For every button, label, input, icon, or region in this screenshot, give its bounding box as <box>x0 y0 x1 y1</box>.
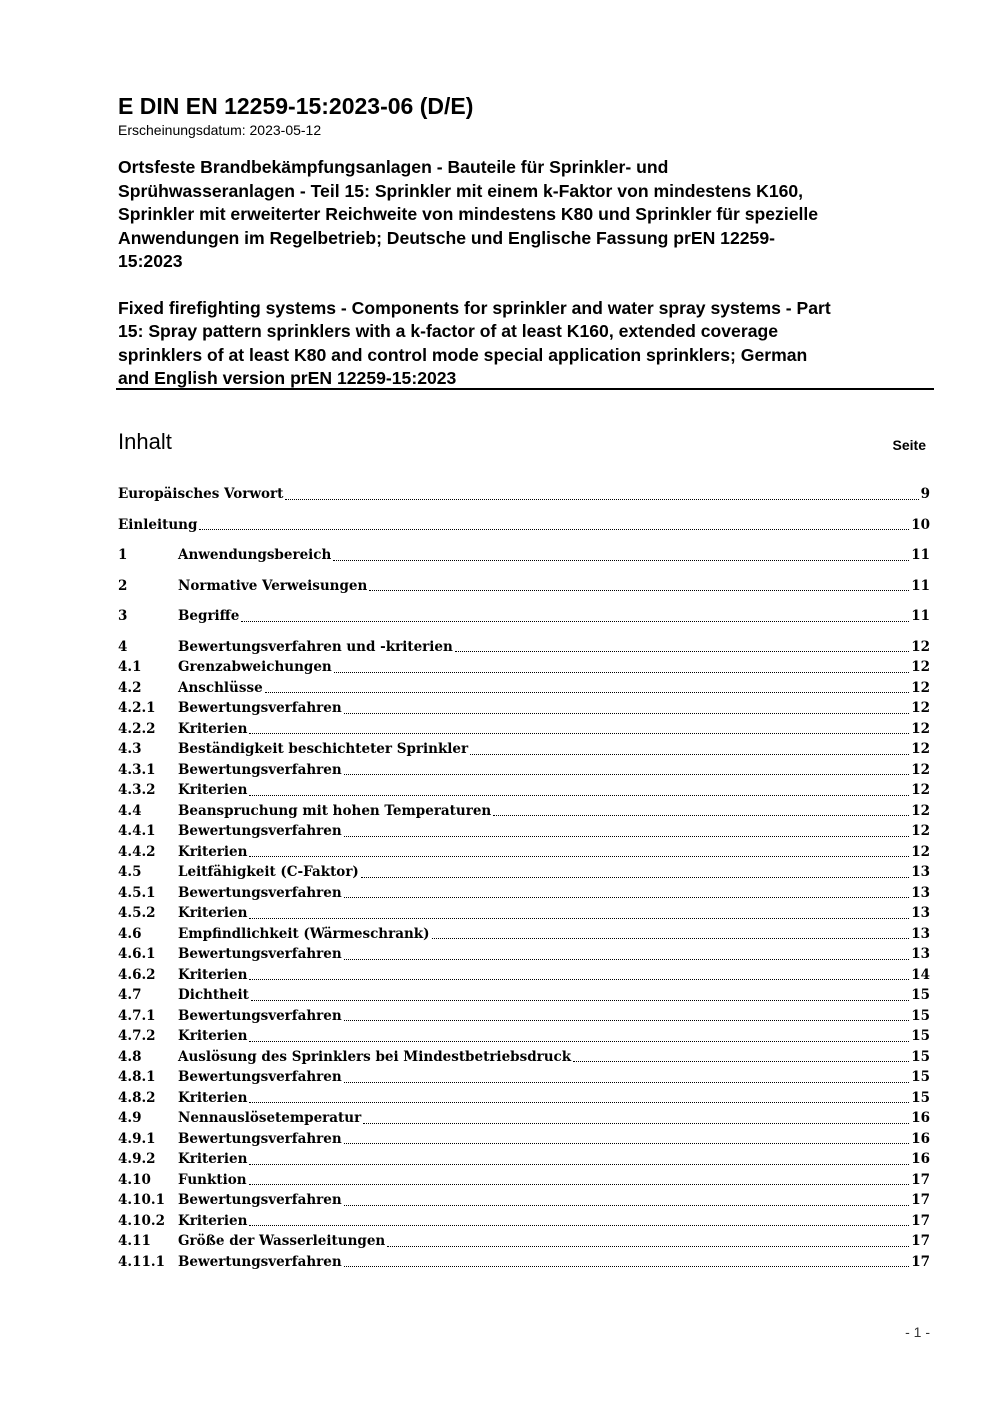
toc-dot-leader <box>344 1204 910 1206</box>
toc-entry[interactable] <box>118 678 930 699</box>
toc-entry-page: 11 <box>911 577 930 594</box>
toc-entry-number: 4.8.2 <box>118 1089 156 1106</box>
toc-entry[interactable] <box>118 1108 930 1129</box>
toc-entry[interactable] <box>118 657 930 678</box>
toc-entry[interactable] <box>118 924 930 945</box>
toc-entry[interactable] <box>118 903 930 924</box>
toc-entry-title: Kriterien <box>178 1151 248 1167</box>
toc-entry-page: 12 <box>911 720 930 737</box>
toc-entry-number: 4.9 <box>118 1110 142 1126</box>
toc-entry-title: Beanspruchung mit hohen Temperaturen <box>178 802 492 819</box>
toc-dot-leader <box>249 1163 909 1165</box>
toc-dot-leader <box>344 1081 910 1083</box>
toc-entry[interactable] <box>118 1149 930 1170</box>
toc-entry-number: 4.8.1 <box>118 1069 156 1085</box>
toc-entry-number: 4.4.2 <box>118 843 156 860</box>
toc-entry-page: 12 <box>911 761 930 778</box>
toc-entry-page: 15 <box>911 1007 930 1024</box>
toc-entry[interactable] <box>118 739 930 760</box>
toc-entry-page: 16 <box>911 1151 930 1167</box>
toc-dot-leader <box>344 773 910 775</box>
toc-entry-title: Dichtheit <box>178 987 249 1003</box>
toc-dot-leader <box>369 589 909 591</box>
toc-dot-leader <box>344 835 910 837</box>
toc-entry-page: 11 <box>911 608 930 624</box>
toc-entry-page: 12 <box>911 679 930 696</box>
toc-entry-title: Bewertungsverfahren <box>178 700 342 716</box>
toc-dot-leader <box>249 1224 909 1226</box>
toc-entry[interactable] <box>118 1170 930 1191</box>
toc-entry-title: Kriterien <box>178 720 248 737</box>
toc-dot-leader <box>344 958 910 960</box>
toc-entry-title: Kriterien <box>178 905 248 921</box>
toc-entry-title: Empfindlichkeit (Wärmeschrank) <box>178 925 430 942</box>
toc-entry-number: 4.5.1 <box>118 884 156 901</box>
toc-entry-page: 15 <box>911 1089 930 1106</box>
toc-dot-leader <box>251 999 909 1001</box>
toc-entry-page: 15 <box>911 1048 930 1065</box>
toc-entry-title: Bewertungsverfahren <box>178 1192 342 1208</box>
document-header <box>118 92 934 391</box>
toc-entry-title: Beständigkeit beschichteter Sprinkler <box>178 741 469 757</box>
toc-entry-number: 4.2 <box>118 679 142 696</box>
toc-entry[interactable] <box>118 1088 930 1109</box>
toc-entry-number: 4.2.1 <box>118 700 156 716</box>
document-id: E DIN EN 12259-15:2023-06 (D/E) <box>118 93 474 119</box>
toc-entry-number: 4.3.1 <box>118 761 156 778</box>
toc-dot-leader <box>344 712 910 714</box>
toc-entry-number: 4.6.2 <box>118 966 156 983</box>
toc-entry[interactable] <box>118 965 930 986</box>
toc-entry-number: 4.5 <box>118 864 142 880</box>
toc-entry[interactable] <box>118 545 930 566</box>
toc-entry-number: 4.7.2 <box>118 1028 156 1044</box>
page-number: - 1 - <box>905 1324 930 1340</box>
toc-title: Inhalt <box>118 429 172 454</box>
toc-entry-page: 10 <box>911 516 930 533</box>
toc-entry[interactable] <box>118 883 930 904</box>
header-divider <box>116 388 934 390</box>
toc-dot-leader <box>387 1245 909 1247</box>
toc-entry-title: Bewertungsverfahren <box>178 884 342 901</box>
toc-entry-title: Bewertungsverfahren <box>178 1069 342 1085</box>
toc-entry-title: Bewertungsverfahren <box>178 761 342 778</box>
toc-entry-number: 4.11 <box>118 1233 151 1249</box>
toc-entry[interactable] <box>118 1231 930 1252</box>
toc-dot-leader <box>344 896 910 898</box>
toc-entry[interactable] <box>118 801 930 822</box>
toc-dot-leader <box>265 691 910 693</box>
toc-entry-page: 13 <box>911 925 930 942</box>
toc-entry-title: Europäisches Vorwort <box>118 486 284 502</box>
toc-entry-page: 13 <box>911 864 930 880</box>
toc-entry-page: 12 <box>911 741 930 757</box>
toc-entry[interactable] <box>118 606 930 627</box>
toc-entry-number: 4.8 <box>118 1048 142 1065</box>
toc-dot-leader <box>334 671 909 673</box>
toc-entry[interactable] <box>118 576 930 597</box>
toc-entry-title: Anschlüsse <box>178 679 263 696</box>
toc-entry-number: 4.9.2 <box>118 1151 156 1167</box>
toc-entry-title: Bewertungsverfahren und -kriterien <box>178 638 453 655</box>
toc-entry[interactable] <box>118 821 930 842</box>
toc-entry-title: Kriterien <box>178 843 248 860</box>
toc-entry-title: Funktion <box>178 1171 247 1188</box>
toc-dot-leader <box>285 498 918 500</box>
toc-entry-page: 12 <box>911 802 930 819</box>
toc-entry[interactable] <box>118 484 930 505</box>
title-english: Fixed firefighting systems - Components for sprinkler and water spray systems - Part 15: Spray pattern sprinklers with a k-factor of at least K160, extended coverage sprinklers of at least K80 and control mode special application sprinklers; German and English version prEN 12259-15:2023 <box>118 297 831 388</box>
toc-entry-number: 4.10.1 <box>118 1192 165 1208</box>
toc-dot-leader <box>249 1040 909 1042</box>
toc-dot-leader <box>249 855 909 857</box>
table-of-contents <box>118 484 930 1272</box>
toc-entry-title: Kriterien <box>178 782 248 798</box>
toc-dot-leader <box>455 650 909 652</box>
toc-entry-number: 4.4.1 <box>118 823 156 839</box>
toc-dot-leader <box>344 1019 910 1021</box>
toc-entry-number: 4.3.2 <box>118 782 156 798</box>
toc-entry-page: 12 <box>911 659 930 675</box>
toc-page-label: Seite <box>892 437 926 453</box>
toc-entry-number: 4.10 <box>118 1171 151 1188</box>
toc-entry-page: 13 <box>911 946 930 962</box>
toc-entry[interactable] <box>118 862 930 883</box>
toc-entry-page: 16 <box>911 1130 930 1147</box>
toc-dot-leader <box>470 753 909 755</box>
toc-entry-title: Normative Verweisungen <box>178 577 368 594</box>
toc-entry[interactable] <box>118 698 930 719</box>
toc-dot-leader <box>363 1122 909 1124</box>
toc-entry-title: Bewertungsverfahren <box>178 1007 342 1024</box>
toc-dot-leader <box>241 620 909 622</box>
toc-entry[interactable] <box>118 1047 930 1068</box>
toc-entry-number: 2 <box>118 577 128 594</box>
toc-entry[interactable] <box>118 842 930 863</box>
toc-entry-page: 12 <box>911 843 930 860</box>
toc-heading <box>118 428 926 460</box>
toc-entry-number: 4.10.2 <box>118 1212 165 1229</box>
toc-entry[interactable] <box>118 1006 930 1027</box>
toc-entry-page: 13 <box>911 884 930 901</box>
toc-entry-number: 4 <box>118 638 128 655</box>
toc-dot-leader <box>249 1101 909 1103</box>
toc-entry-title: Größe der Wasserleitungen <box>178 1233 386 1249</box>
title-german: Ortsfeste Brandbekämpfungsanlagen - Bauteile für Sprinkler- und Sprühwasseranlagen - Teil 15: Sprinkler mit einem k-Faktor von mindestens K160, Sprinkler mit erweiterter Reichweite von mindestens K80 und Sprinkler für spezielle Anwendungen im Regelbetrieb; Deutsche und Englische Fassung prEN 12259- 15:2023 <box>118 157 819 271</box>
toc-entry[interactable] <box>118 1067 930 1088</box>
toc-dot-leader <box>361 876 909 878</box>
toc-dot-leader <box>249 917 909 919</box>
toc-entry[interactable] <box>118 1211 930 1232</box>
toc-entry-number: 4.6.1 <box>118 946 156 962</box>
toc-entry-page: 15 <box>911 1069 930 1085</box>
toc-entry-page: 12 <box>911 823 930 839</box>
toc-entry-title: Kriterien <box>178 1212 248 1229</box>
toc-entry[interactable] <box>118 1190 930 1211</box>
toc-entry-page: 17 <box>911 1171 930 1188</box>
toc-dot-leader <box>249 978 909 980</box>
toc-entry[interactable] <box>118 944 930 965</box>
toc-dot-leader <box>199 528 909 530</box>
toc-entry-number: 4.7.1 <box>118 1007 156 1024</box>
toc-dot-leader <box>344 1265 910 1267</box>
toc-dot-leader <box>432 937 910 939</box>
toc-dot-leader <box>249 794 909 796</box>
toc-entry[interactable] <box>118 719 930 740</box>
toc-entry[interactable] <box>118 1252 930 1273</box>
toc-entry-page: 11 <box>911 547 930 563</box>
toc-entry-title: Kriterien <box>178 1089 248 1106</box>
toc-entry-page: 9 <box>920 486 930 502</box>
toc-entry-title: Kriterien <box>178 966 248 983</box>
toc-entry[interactable] <box>118 760 930 781</box>
toc-entry[interactable] <box>118 637 930 658</box>
toc-entry-number: 4.11.1 <box>118 1253 165 1270</box>
publication-date: Erscheinungsdatum: 2023-05-12 <box>118 122 322 138</box>
toc-entry-title: Bewertungsverfahren <box>178 823 342 839</box>
toc-entry-number: 4.5.2 <box>118 905 156 921</box>
toc-entry-title: Bewertungsverfahren <box>178 946 342 962</box>
toc-entry-page: 17 <box>911 1212 930 1229</box>
toc-entry-title: Einleitung <box>118 516 198 533</box>
toc-entry-page: 17 <box>911 1233 930 1249</box>
toc-dot-leader <box>493 814 909 816</box>
toc-dot-leader <box>249 732 909 734</box>
toc-entry-page: 16 <box>911 1110 930 1126</box>
toc-entry-page: 14 <box>911 966 930 983</box>
toc-entry-page: 13 <box>911 905 930 921</box>
toc-dot-leader <box>333 559 909 561</box>
toc-entry[interactable] <box>118 1129 930 1150</box>
toc-entry-number: 4.9.1 <box>118 1130 156 1147</box>
toc-entry-title: Auslösung des Sprinklers bei Mindestbetriebsdruck <box>178 1048 572 1065</box>
toc-entry-page: 17 <box>911 1192 930 1208</box>
toc-entry-title: Grenzabweichungen <box>178 659 332 675</box>
toc-entry[interactable] <box>118 985 930 1006</box>
toc-entry-title: Nennauslösetemperatur <box>178 1110 362 1126</box>
toc-entry-page: 17 <box>911 1253 930 1270</box>
toc-entry-title: Bewertungsverfahren <box>178 1130 342 1147</box>
toc-entry-number: 3 <box>118 608 128 624</box>
toc-entry[interactable] <box>118 780 930 801</box>
toc-entry-number: 4.3 <box>118 741 142 757</box>
toc-entry-page: 12 <box>911 700 930 716</box>
toc-dot-leader <box>249 1183 910 1185</box>
toc-entry[interactable] <box>118 1026 930 1047</box>
toc-entry[interactable] <box>118 515 930 536</box>
toc-entry-title: Leitfähigkeit (C-Faktor) <box>178 864 359 880</box>
toc-entry-number: 4.7 <box>118 987 142 1003</box>
toc-entry-number: 4.2.2 <box>118 720 156 737</box>
toc-entry-number: 4.6 <box>118 925 142 942</box>
toc-dot-leader <box>573 1060 909 1062</box>
toc-entry-number: 4.4 <box>118 802 142 819</box>
toc-dot-leader <box>344 1142 910 1144</box>
toc-entry-number: 4.1 <box>118 659 142 675</box>
toc-entry-title: Bewertungsverfahren <box>178 1253 342 1270</box>
toc-entry-page: 12 <box>911 638 930 655</box>
toc-entry-title: Begriffe <box>178 608 240 624</box>
toc-entry-number: 1 <box>118 547 128 563</box>
toc-entry-page: 15 <box>911 987 930 1003</box>
toc-entry-title: Kriterien <box>178 1028 248 1044</box>
toc-entry-title: Anwendungsbereich <box>178 547 332 563</box>
toc-entry-page: 15 <box>911 1028 930 1044</box>
toc-entry-page: 12 <box>911 782 930 798</box>
